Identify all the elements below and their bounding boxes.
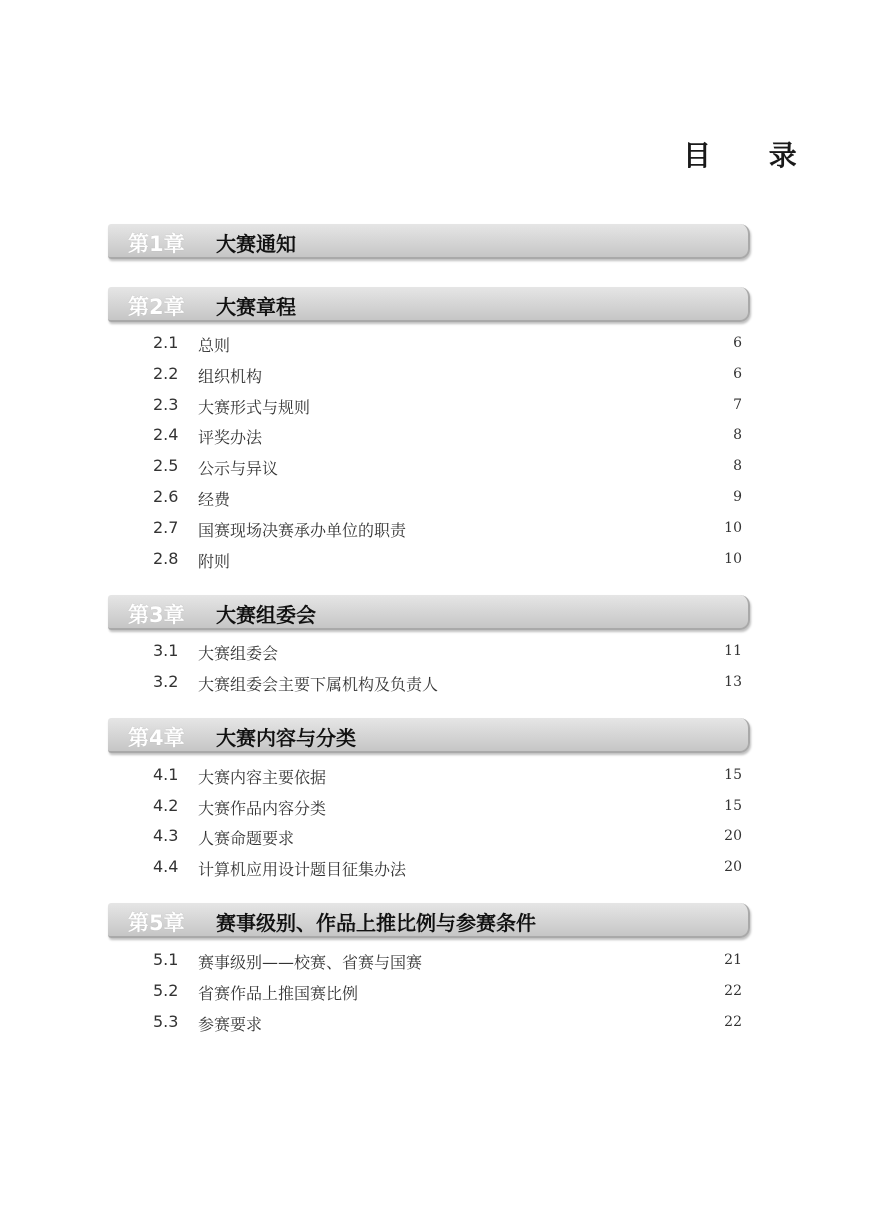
page-number: 7 bbox=[733, 397, 742, 413]
page-number: 21 bbox=[724, 952, 742, 968]
section-number: 2.4 bbox=[153, 425, 179, 444]
chapter-header-4 bbox=[108, 718, 750, 753]
page-number: 15 bbox=[724, 767, 742, 783]
toc-entry-2-5[interactable] bbox=[0, 455, 869, 479]
section-title: 附则 bbox=[198, 552, 231, 571]
section-number: 4.3 bbox=[153, 826, 179, 845]
page-number: 13 bbox=[724, 674, 742, 690]
section-number: 4.4 bbox=[153, 857, 179, 876]
toc-entry-2-3[interactable] bbox=[0, 394, 869, 418]
section-title: 参赛要求 bbox=[198, 1015, 263, 1034]
section-title: 人赛命题要求 bbox=[198, 829, 295, 848]
toc-entry-2-2[interactable] bbox=[0, 363, 869, 387]
chapter-title: 大赛组委会 bbox=[216, 603, 316, 627]
section-number: 5.1 bbox=[153, 950, 179, 969]
toc-entry-3-1[interactable] bbox=[0, 640, 869, 664]
section-title: 组织机构 bbox=[198, 367, 263, 386]
toc-entry-4-4[interactable] bbox=[0, 856, 869, 880]
section-number: 3.1 bbox=[153, 641, 179, 660]
chapter-header-3 bbox=[108, 595, 750, 630]
chapter-header-1 bbox=[108, 224, 750, 259]
page-number: 22 bbox=[724, 1014, 742, 1030]
section-title: 总则 bbox=[198, 336, 231, 355]
toc-entry-4-3[interactable] bbox=[0, 825, 869, 849]
toc-entry-3-2[interactable] bbox=[0, 671, 869, 695]
toc-entry-2-1[interactable] bbox=[0, 332, 869, 356]
page-number: 20 bbox=[724, 859, 742, 875]
section-title: 计算机应用设计题目征集办法 bbox=[198, 860, 407, 879]
page-number: 20 bbox=[724, 828, 742, 844]
toc-entry-5-3[interactable] bbox=[0, 1011, 869, 1035]
section-number: 2.5 bbox=[153, 456, 179, 475]
toc-entry-2-6[interactable] bbox=[0, 486, 869, 510]
toc-entry-4-1[interactable] bbox=[0, 764, 869, 788]
page-number: 6 bbox=[733, 335, 742, 351]
section-title: 国赛现场决赛承办单位的职责 bbox=[198, 521, 407, 540]
chapter-title: 大赛内容与分类 bbox=[216, 726, 356, 750]
chapter-header-5 bbox=[108, 903, 750, 938]
toc-entry-2-4[interactable] bbox=[0, 424, 869, 448]
page-number: 11 bbox=[724, 643, 742, 659]
toc-entry-2-7[interactable] bbox=[0, 517, 869, 541]
section-title: 大赛内容主要依据 bbox=[198, 768, 327, 787]
section-title: 公示与异议 bbox=[198, 459, 279, 478]
chapter-title: 大赛章程 bbox=[216, 295, 296, 319]
section-number: 5.3 bbox=[153, 1012, 179, 1031]
section-title: 大赛组委会 bbox=[198, 644, 279, 663]
chapter-header-2 bbox=[108, 287, 750, 322]
section-number: 4.1 bbox=[153, 765, 179, 784]
page-title: 目 录 bbox=[683, 139, 821, 172]
toc-entry-5-2[interactable] bbox=[0, 980, 869, 1004]
section-number: 3.2 bbox=[153, 672, 179, 691]
page-number: 8 bbox=[733, 458, 742, 474]
section-title: 赛事级别——校赛、省赛与国赛 bbox=[198, 953, 423, 972]
section-number: 2.8 bbox=[153, 549, 179, 568]
section-title: 省赛作品上推国赛比例 bbox=[198, 984, 359, 1003]
toc-entry-2-8[interactable] bbox=[0, 548, 869, 572]
page-number: 6 bbox=[733, 366, 742, 382]
toc-entry-4-2[interactable] bbox=[0, 795, 869, 819]
section-title: 大赛作品内容分类 bbox=[198, 799, 327, 818]
section-title: 大赛形式与规则 bbox=[198, 398, 311, 417]
section-number: 5.2 bbox=[153, 981, 179, 1000]
section-number: 2.3 bbox=[153, 395, 179, 414]
section-title: 评奖办法 bbox=[198, 428, 263, 447]
section-number: 2.1 bbox=[153, 333, 179, 352]
chapter-number: 第1章 bbox=[128, 232, 185, 256]
section-title: 大赛组委会主要下属机构及负责人 bbox=[198, 675, 439, 694]
section-number: 2.2 bbox=[153, 364, 179, 383]
page-number: 8 bbox=[733, 427, 742, 443]
chapter-title: 赛事级别、作品上推比例与参赛条件 bbox=[216, 911, 536, 935]
chapter-number: 第4章 bbox=[128, 726, 185, 750]
page-number: 9 bbox=[733, 489, 742, 505]
chapter-number: 第3章 bbox=[128, 603, 185, 627]
chapter-number: 第2章 bbox=[128, 295, 185, 319]
chapter-number: 第5章 bbox=[128, 911, 185, 935]
chapter-title: 大赛通知 bbox=[216, 232, 296, 256]
page-number: 10 bbox=[724, 551, 742, 567]
toc-entry-5-1[interactable] bbox=[0, 949, 869, 973]
section-number: 2.7 bbox=[153, 518, 179, 537]
section-title: 经费 bbox=[198, 490, 231, 509]
page-number: 22 bbox=[724, 983, 742, 999]
page-number: 10 bbox=[724, 520, 742, 536]
page-number: 15 bbox=[724, 798, 742, 814]
section-number: 2.6 bbox=[153, 487, 179, 506]
section-number: 4.2 bbox=[153, 796, 179, 815]
